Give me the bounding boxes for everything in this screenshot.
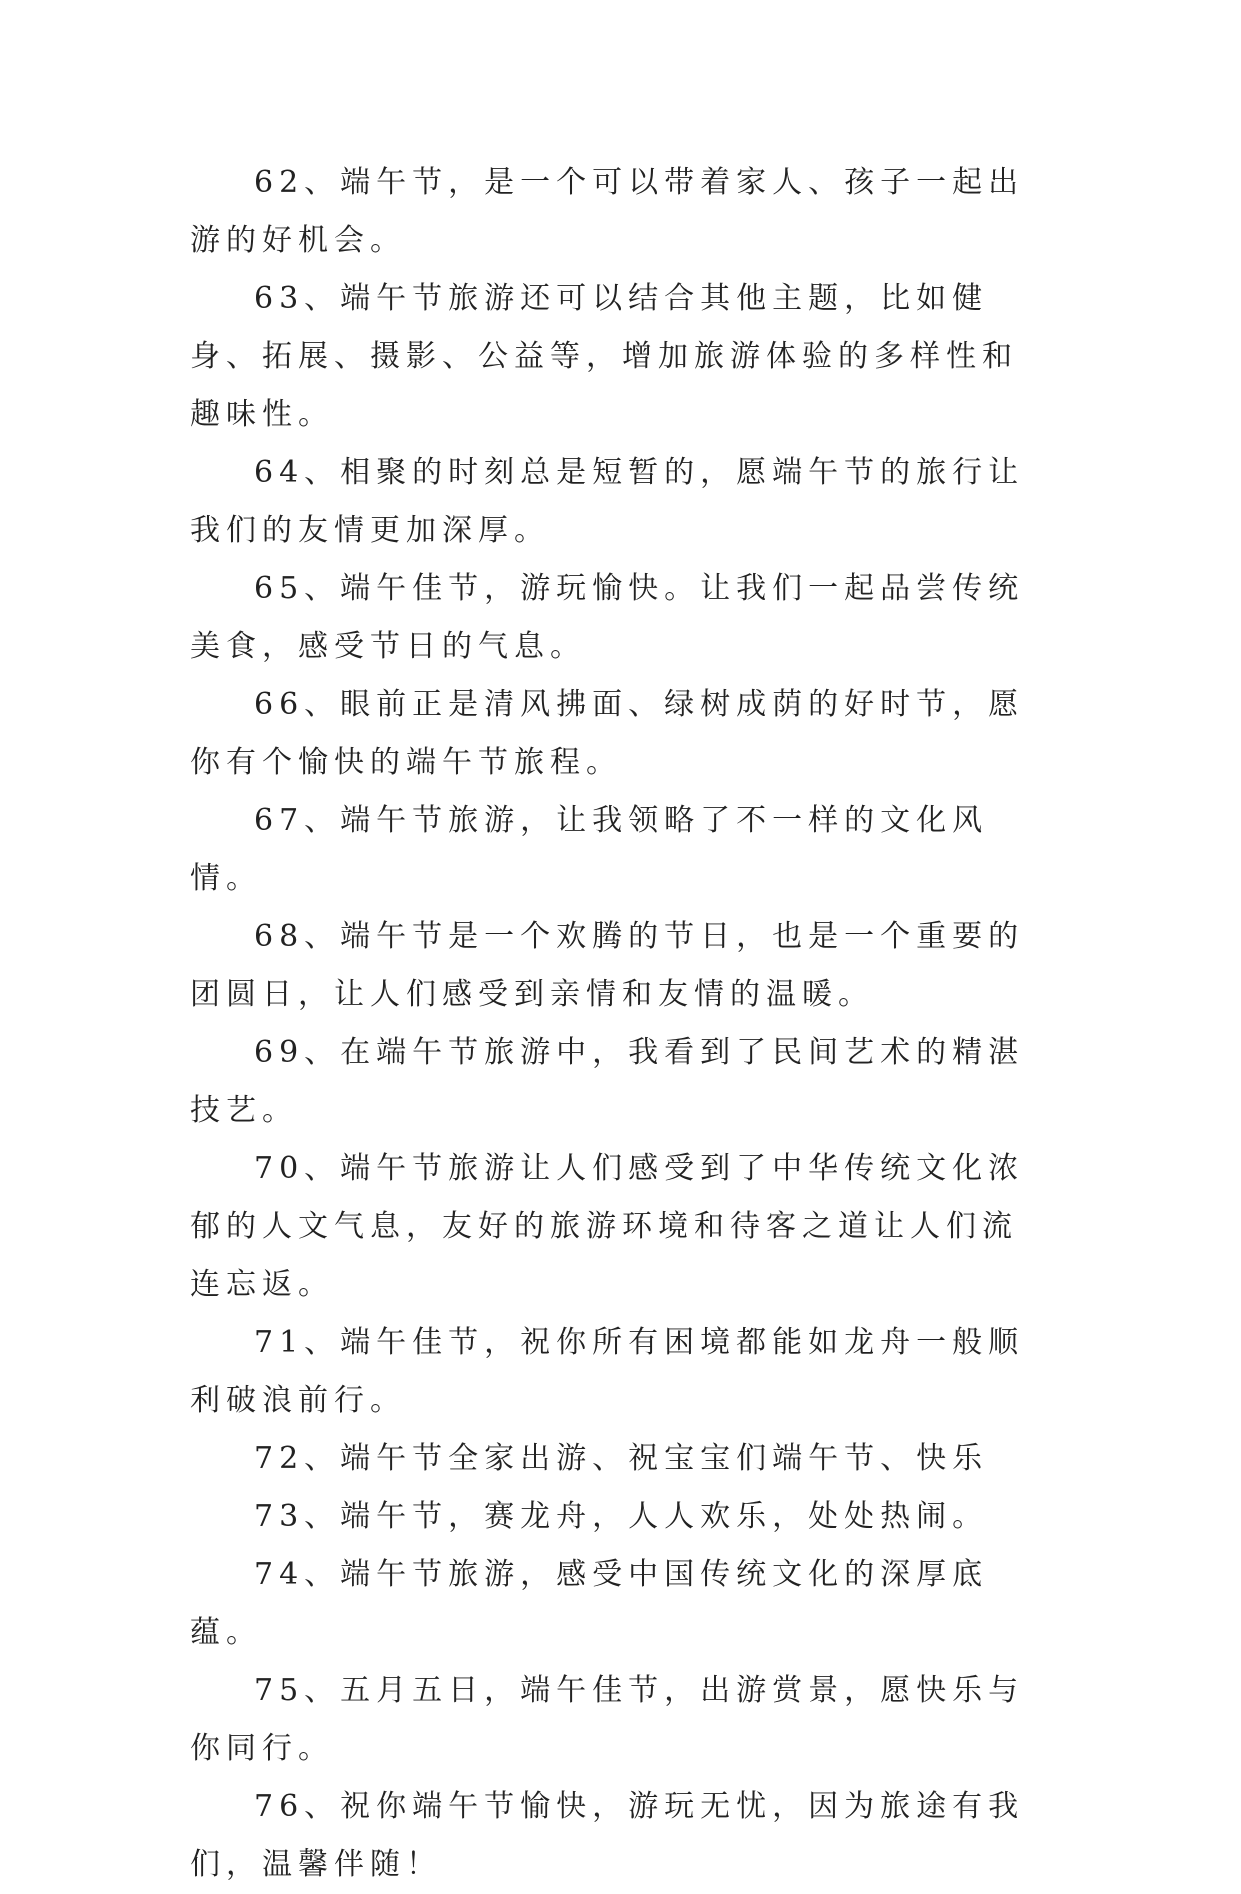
- paragraph-75: 75、五月五日，端午佳节，出游赏景，愿快乐与你同行。: [190, 1673, 1025, 1766]
- paragraph-64: 64、相聚的时刻总是短暂的，愿端午节的旅行让我们的友情更加深厚。: [190, 455, 1025, 548]
- paragraph-67: 67、端午节旅游，让我领略了不一样的文化风情。: [190, 803, 989, 896]
- paragraph-62: 62、端午节，是一个可以带着家人、孩子一起出游的好机会。: [190, 165, 1025, 258]
- paragraph-66: 66、眼前正是清风拂面、绿树成荫的好时节，愿你有个愉快的端午节旅程。: [190, 687, 1025, 780]
- paragraph-65: 65、端午佳节，游玩愉快。让我们一起品尝传统美食，感受节日的气息。: [190, 571, 1025, 664]
- paragraph-72: 72、端午节全家出游、祝宝宝们端午节、快乐: [254, 1441, 989, 1476]
- paragraph-74: 74、端午节旅游，感受中国传统文化的深厚底蕴。: [190, 1557, 989, 1650]
- paragraph-71: 71、端午佳节，祝你所有困境都能如龙舟一般顺利破浪前行。: [190, 1325, 1025, 1418]
- paragraph-68: 68、端午节是一个欢腾的节日，也是一个重要的团圆日，让人们感受到亲情和友情的温暖。: [190, 919, 1025, 1012]
- paragraph-69: 69、在端午节旅游中，我看到了民间艺术的精湛技艺。: [190, 1035, 1025, 1128]
- paragraph-70: 70、端午节旅游让人们感受到了中华传统文化浓郁的人文气息，友好的旅游环境和待客之道让人们流连忘返。: [190, 1151, 1025, 1302]
- paragraph-63: 63、端午节旅游还可以结合其他主题，比如健身、拓展、摄影、公益等，增加旅游体验的多样性和趣味性。: [190, 281, 1018, 432]
- paragraph-76: 76、祝你端午节愉快，游玩无忧，因为旅途有我们，温馨伴随！: [190, 1789, 1025, 1882]
- paragraph-73: 73、端午节，赛龙舟，人人欢乐，处处热闹。: [254, 1499, 989, 1534]
- document-body: [190, 154, 1050, 1894]
